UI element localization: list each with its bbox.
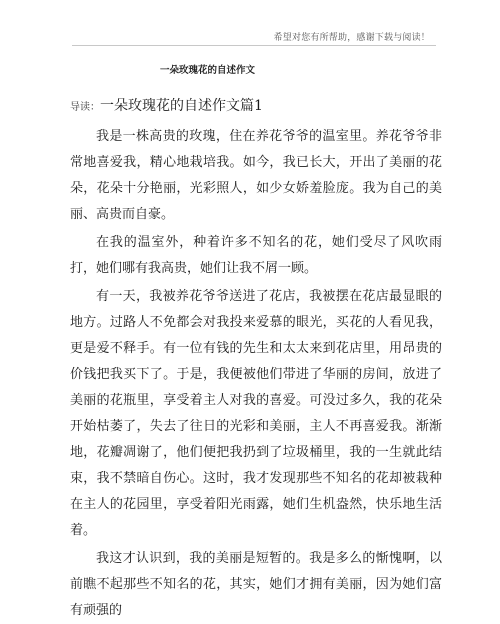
- header-note: 希望对您有所帮助，感谢下载与阅读！: [273, 33, 430, 43]
- intro-lead: 导读：: [70, 102, 100, 113]
- paragraph-4: 我这才认识到，我的美丽是短暂的。我是多么的惭愧啊，以前瞧不起那些不知名的花，其实，她们才拥有美丽，因为她们富有顽强的: [70, 551, 442, 618]
- document-body: [70, 92, 442, 624]
- paragraph-1: 我是一株高贵的玫瑰，住在养花爷爷的温室里。养花爷爷非常地喜爱我，精心地栽培我。如今，我已长大，开出了美丽的花朵，花朵十分艳丽，光彩照人，如少女娇羞脸庞。我为自己的美丽、高贵而自豪。: [70, 129, 442, 222]
- document-title: 一朵玫瑰花的自述作文: [160, 65, 256, 76]
- intro-line: [70, 92, 442, 122]
- paragraph-2: 在我的温室外，种着许多不知名的花，她们受尽了风吹雨打，她们哪有我高贵，她们让我不屑一顾。: [70, 235, 442, 276]
- section-heading: 一朵玫瑰花的自述作文篇1: [100, 98, 263, 114]
- header-divider: [72, 45, 436, 46]
- paragraph-3: 有一天，我被养花爷爷送进了花店，我被摆在花店最显眼的地方。过路人不免都会对我投来爱慕的眼光，买花的人看见我，更是爱不释手。有一位有钱的先生和太太来到花店里，用昂贵的价钱把我买下了。于是，我便被他们带进了华丽的房间，放进了美丽的花瓶里，享受着主人对我的喜爱。可没过多久，我的花朵开始枯萎了，失去了往日的光彩和美丽，主人不再喜爱我。渐渐地，花瓣凋谢了，他们便把我扔到了垃圾桶里，我的一生就此结束，我不禁暗自伤心。这时，我才发现那些不知名的花却被栽种在主人的花园里，享受着阳光雨露，她们生机盎然，快乐地生活着。: [70, 289, 442, 538]
